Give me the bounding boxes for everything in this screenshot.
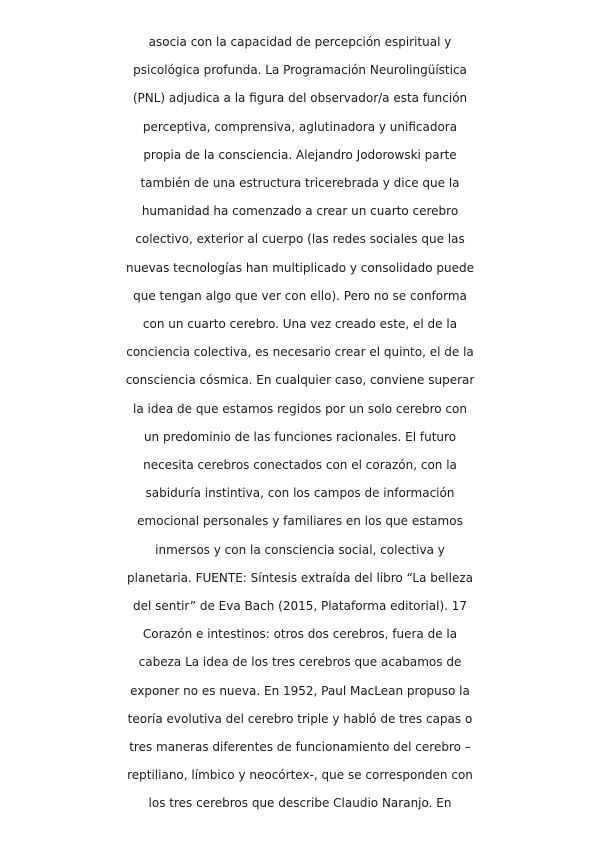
text-line-13: consciencia cósmica. En cualquier caso, conviene superar [125, 373, 475, 388]
text-line-22: Corazón e intestinos: otros dos cerebros, fuera de la [142, 627, 458, 642]
text-line-4: perceptiva, comprensiva, aglutinadora y unificadora [142, 119, 458, 134]
text-line-9: nuevas tecnologías han multiplicado y consolidado puede [126, 260, 474, 275]
text-line-6: también de una estructura tricerebrada y dice que la [140, 176, 460, 191]
text-line-5: propia de la consciencia. Alejandro Jodorowski parte [143, 147, 457, 162]
text-line-15: un predominio de las funciones racionales. El futuro [143, 429, 457, 444]
text-line-28: los tres cerebros que describe Claudio Naranjo. En [148, 796, 452, 811]
text-line-2: psicológica profunda. La Programación Neurolingüística [133, 63, 467, 78]
text-line-16: necesita cerebros conectados con el corazón, con la [143, 458, 457, 473]
text-line-17: sabiduría instintiva, con los campos de información [145, 486, 455, 501]
text-line-8: colectivo, exterior al cuerpo (las redes sociales que las [135, 232, 465, 247]
document-page [0, 28, 600, 818]
text-line-7: humanidad ha comenzado a crear un cuarto cerebro [141, 204, 459, 219]
text-line-1: asocia con la capacidad de percepción espiritual y [148, 35, 452, 49]
text-line-23: cabeza La idea de los tres cerebros que acabamos de [138, 655, 462, 670]
text-line-24: exponer no es nueva. En 1952, Paul MacLean propuso la [130, 683, 470, 698]
text-line-10: que tengan algo que ver con ello). Pero no se conforma [133, 288, 467, 303]
text-line-19: inmersos y con la consciencia social, colectiva y [155, 542, 445, 557]
text-line-14: la idea de que estamos regidos por un solo cerebro con [133, 401, 467, 416]
text-line-27: reptiliano, límbico y neocórtex-, que se corresponden con [127, 768, 473, 783]
text-line-3: (PNL) adjudica a la figura del observador/a esta función [132, 91, 468, 106]
text-line-21: del sentir” de Eva Bach (2015, Plataforma editorial). 17 [132, 599, 468, 614]
text-line-25: teoría evolutiva del cerebro triple y habló de tres capas o [127, 711, 473, 726]
text-line-20: planetaria. FUENTE: Síntesis extraída del libro “La belleza [127, 570, 473, 585]
text-line-11: con un cuarto cerebro. Una vez creado este, el de la [142, 317, 458, 332]
text-line-26: tres maneras diferentes de funcionamiento del cerebro – [129, 740, 471, 755]
text-line-18: emocional personales y familiares en los que estamos [137, 514, 463, 529]
text-line-12: conciencia colectiva, es necesario crear el quinto, el de la [126, 345, 474, 360]
